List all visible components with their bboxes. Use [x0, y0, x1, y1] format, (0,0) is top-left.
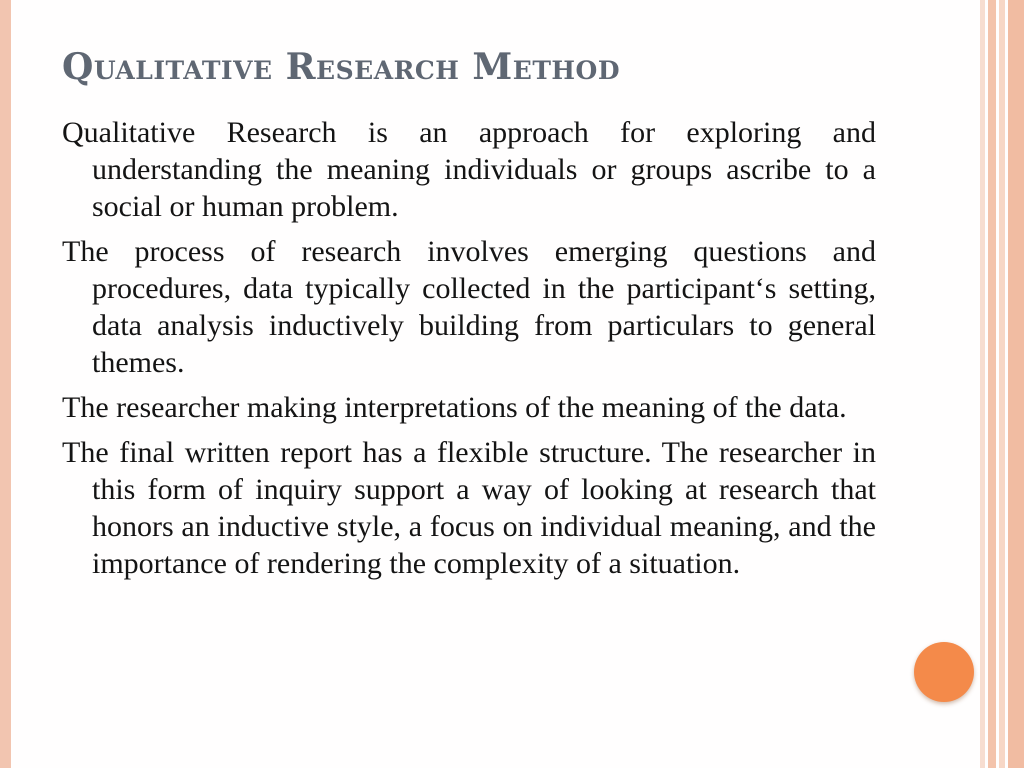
slide-body [62, 114, 876, 590]
left-decorative-stripe [0, 0, 11, 768]
body-paragraph: Qualitative Research is an approach for exploring and understanding the meaning individuals or groups ascribe to a social or human problem. [62, 116, 876, 223]
right-decorative-bar [1008, 0, 1024, 768]
slide-title: Qualitative Research Method [62, 46, 621, 88]
body-paragraph: The process of research involves emerging questions and procedures, data typically collected in the participant‘s setting, data analysis inductively building from particulars to general themes. [62, 235, 876, 379]
orange-circle-decoration [914, 642, 974, 702]
body-paragraph: The researcher making interpretations of the meaning of the data. [62, 391, 847, 424]
right-decorative-bar [999, 0, 1005, 768]
right-decorative-bar [980, 0, 985, 768]
right-decorative-bar [988, 0, 996, 768]
body-paragraph: The final written report has a flexible structure. The researcher in this form of inquiry support a way of looking at research that honors an inductive style, a focus on individual meaning, and the importance of rendering the complexity of a situation. [62, 436, 876, 580]
